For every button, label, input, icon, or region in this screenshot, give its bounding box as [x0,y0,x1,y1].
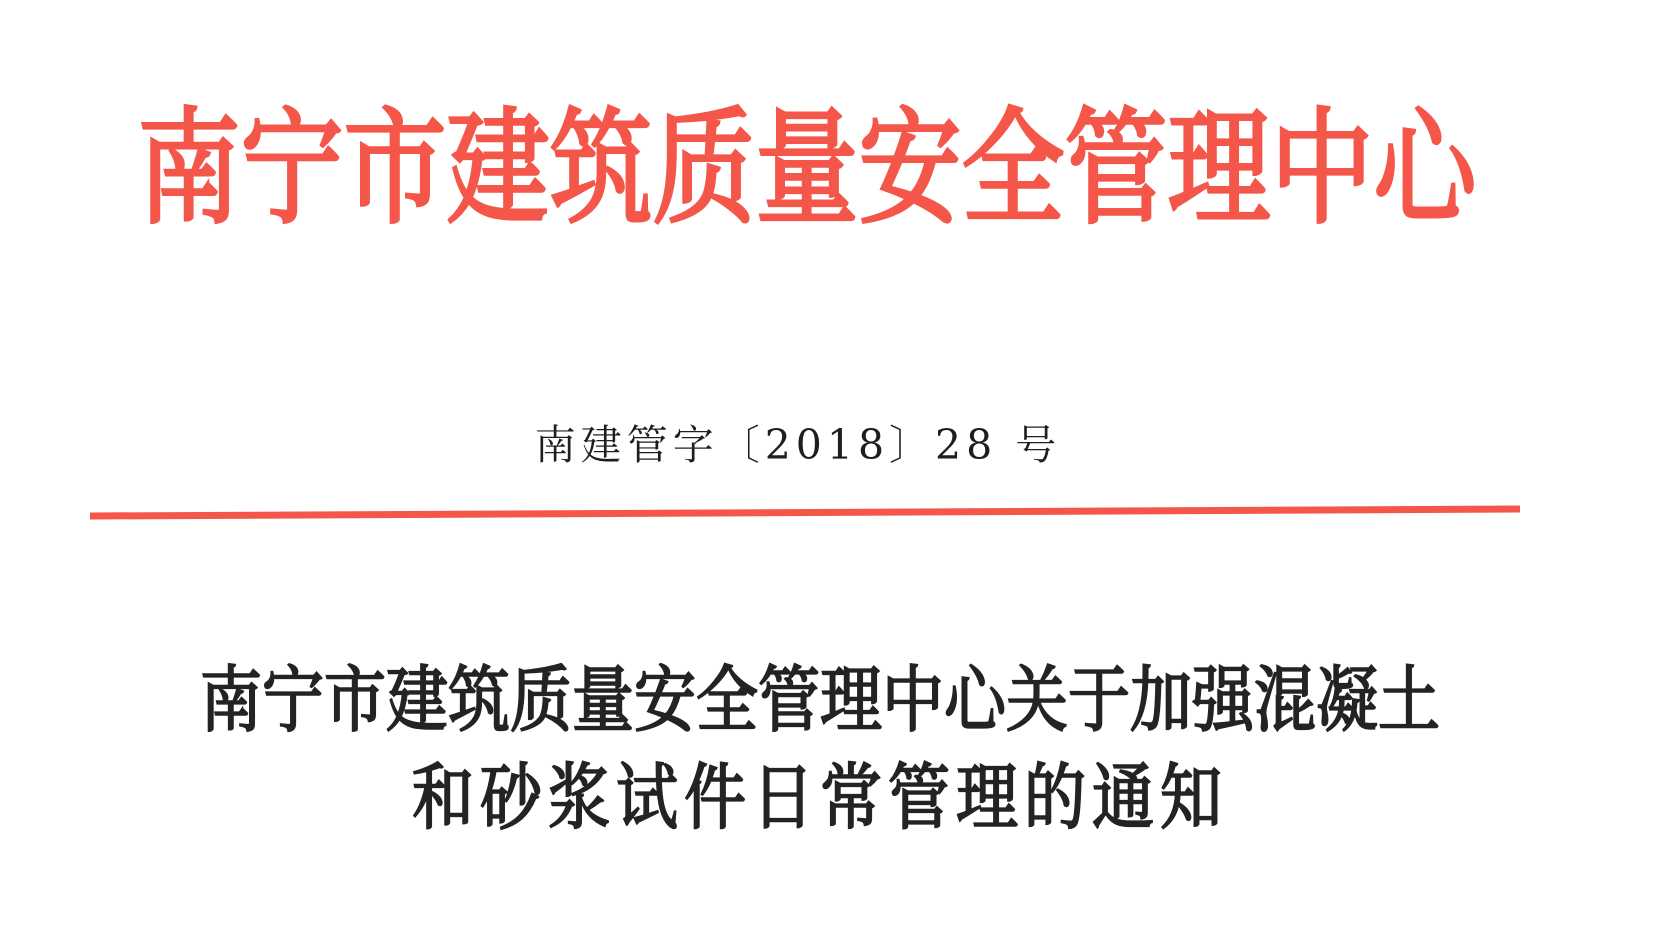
doc-number: 南建管字〔2018〕28 号 [534,421,1062,469]
red-separator-line [90,506,1520,520]
document-title-line2: 和砂浆试件日常管理的通知 [411,755,1228,840]
letterhead-org-name: 南宁市建筑质量安全管理中心 [137,94,1477,243]
document-title-line1: 南宁市建筑质量安全管理中心关于加强混凝土 [199,657,1440,743]
document-title [0,652,1640,847]
